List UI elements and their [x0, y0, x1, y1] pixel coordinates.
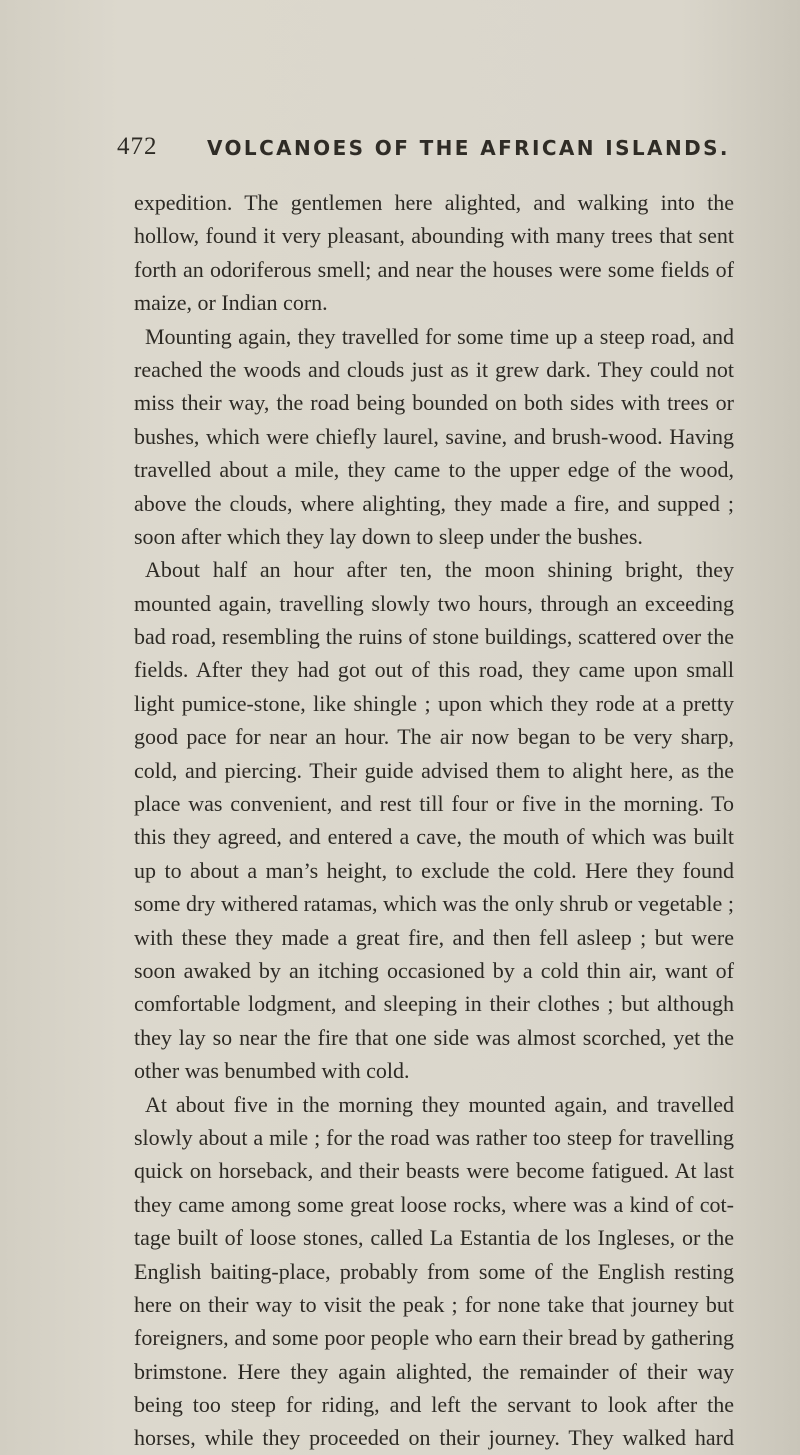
body-text	[134, 186, 734, 1455]
text-line: quick on horseback, and their beasts were become fatigued. At last	[134, 1158, 734, 1184]
text-line: brimstone. Here they again alighted, the remainder of their way	[134, 1358, 734, 1384]
text-line: this they agreed, and entered a cave, the mouth of which was built	[134, 824, 734, 850]
page-number: 472	[117, 133, 158, 160]
text-line: Mounting again, they travelled for some time up a steep road, and	[145, 323, 734, 349]
text-line: bushes, which were chiefly laurel, savine, and brush-wood. Having	[134, 423, 734, 449]
text-line: light pumice-stone, like shingle ; upon which they rode at a pretty	[134, 690, 734, 716]
text-line: horses, while they proceeded on their journey. They walked hard	[134, 1425, 734, 1451]
text-line: soon after which they lay down to sleep under the bushes.	[134, 523, 643, 549]
text-line: foreigners, and some poor people who earn their bread by gathering	[134, 1325, 734, 1351]
text-line: fields. After they had got out of this road, they came upon small	[134, 657, 734, 683]
text-line: forth an odoriferous smell; and near the houses were some fields of	[134, 256, 734, 282]
text-line: English baiting-place, probably from some of the English resting	[134, 1258, 734, 1284]
text-line: being too steep for riding, and left the servant to look after the	[134, 1392, 734, 1418]
text-line: other was benumbed with cold.	[134, 1058, 410, 1084]
running-head: VOLCANOES OF THE AFRICAN ISLANDS.	[207, 136, 730, 160]
text-line: up to about a man’s height, to exclude the cold. Here they found	[134, 857, 734, 883]
text-line: expedition. The gentlemen here alighted, and walking into the	[134, 190, 734, 215]
text-line: tage built of loose stones, called La Estantia de los Ingleses, or the	[134, 1225, 734, 1251]
text-line: bad road, resembling the ruins of stone buildings, scattered over the	[134, 624, 734, 650]
text-line: some dry withered ratamas, which was the only shrub or vegetable ;	[134, 891, 734, 917]
text-line: above the clouds, where alighting, they made a fire, and supped ;	[134, 490, 734, 516]
text-line: soon awaked by an itching occasioned by a cold thin air, want of	[134, 957, 734, 983]
page-header	[117, 133, 742, 173]
text-line: miss their way, the road being bounded on both sides with trees or	[134, 390, 734, 416]
text-line: About half an hour after ten, the moon shining bright, they	[145, 557, 734, 583]
text-line: they lay so near the fire that one side was almost scorched, yet the	[134, 1024, 734, 1050]
text-line: cold, and piercing. Their guide advised them to alight here, as the	[134, 757, 734, 783]
text-line: with these they made a great fire, and then fell asleep ; but were	[134, 924, 734, 950]
text-line: maize, or Indian corn.	[134, 290, 328, 316]
text-line: reached the woods and clouds just as it grew dark. They could not	[134, 356, 734, 382]
text-line: slowly about a mile ; for the road was rather too steep for travelling	[134, 1124, 734, 1150]
text-line: hollow, found it very pleasant, abounding with many trees that sent	[134, 223, 734, 249]
text-line: they came among some great loose rocks, where was a kind of cot-	[134, 1191, 734, 1217]
text-line: mounted again, travelling slowly two hours, through an exceeding	[134, 590, 734, 616]
text-line: place was convenient, and rest till four or five in the morning. To	[134, 791, 734, 817]
text-line: good pace for near an hour. The air now began to be very sharp,	[134, 724, 734, 750]
text-line: At about five in the morning they mounted again, and travelled	[145, 1091, 734, 1117]
text-line: travelled about a mile, they came to the upper edge of the wood,	[134, 457, 734, 483]
text-line: here on their way to visit the peak ; for none take that journey but	[134, 1291, 734, 1317]
text-line: comfortable lodgment, and sleeping in their clothes ; but although	[134, 991, 734, 1017]
